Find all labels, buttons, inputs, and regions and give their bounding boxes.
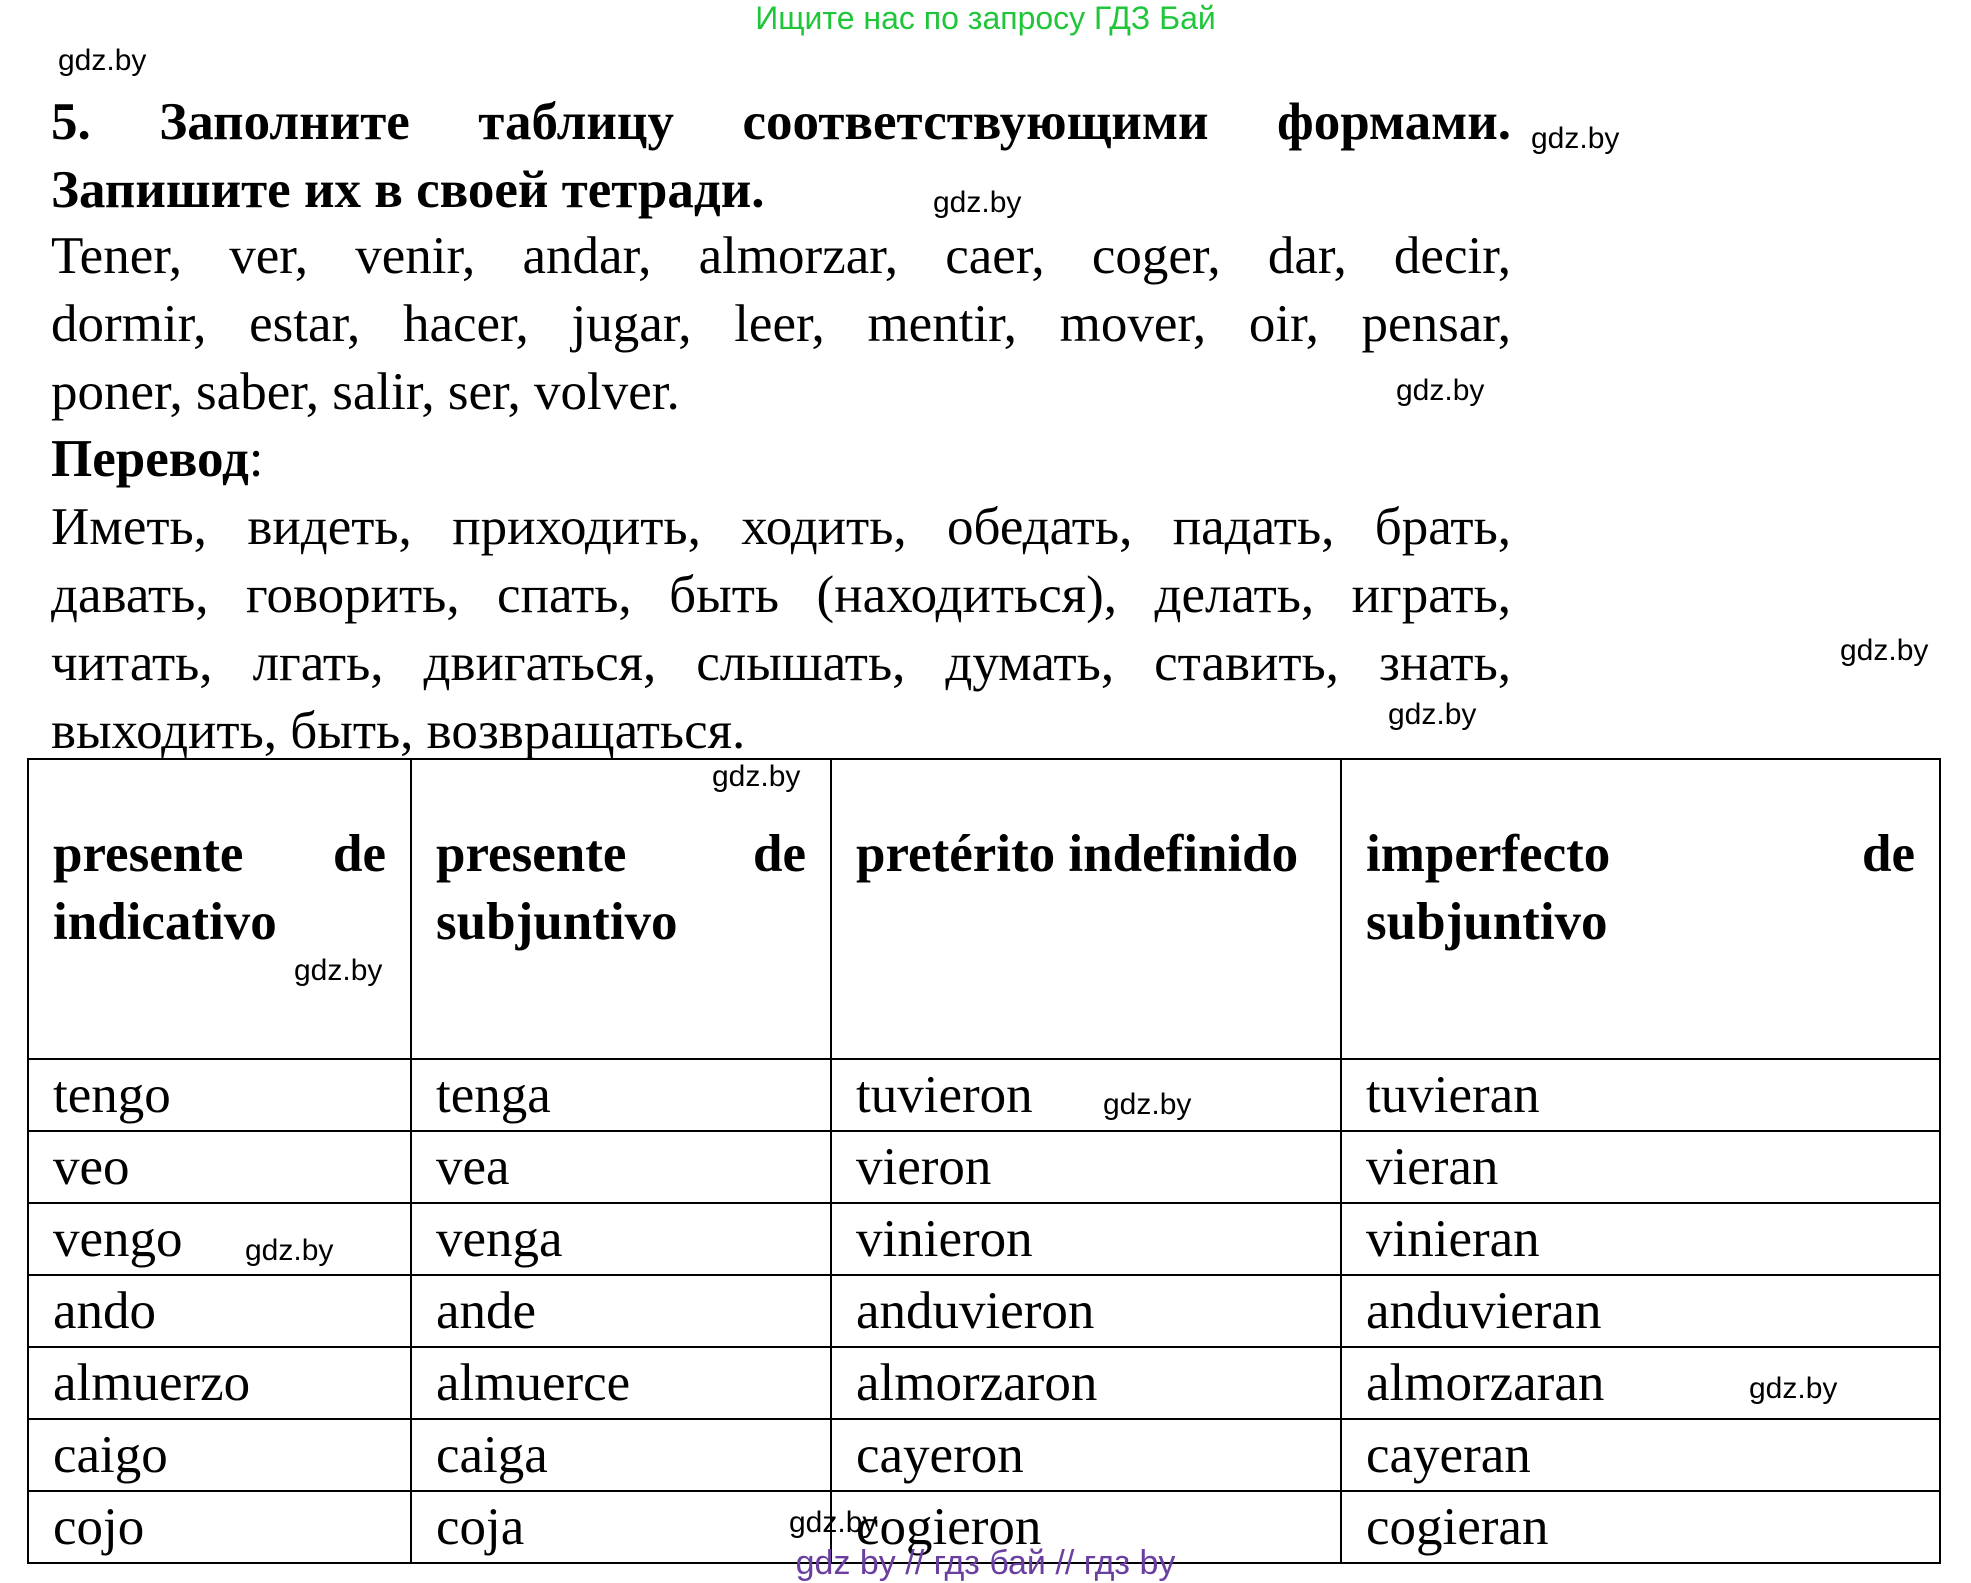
verbs-line-1: Tener, ver, venir, andar, almorzar, caer, coger, dar, decir, xyxy=(51,227,1511,285)
watermark: gdz.by xyxy=(1840,634,1929,667)
translation-line-4: выходить, быть, возвращаться. xyxy=(51,702,746,760)
watermark: gdz.by xyxy=(712,760,801,793)
table-cell: coja xyxy=(411,1491,831,1563)
watermark: gdz.by xyxy=(1749,1372,1838,1405)
top-banner: Ищите нас по запросу ГДЗ Бай xyxy=(755,0,1216,36)
watermark: gdz.by xyxy=(58,44,147,77)
watermark: gdz.by xyxy=(933,186,1022,219)
table-cell: cojo xyxy=(28,1491,411,1563)
table-cell: almorzaran xyxy=(1341,1347,1940,1419)
table-cell: vea xyxy=(411,1131,831,1203)
table-cell: tuvieran xyxy=(1341,1059,1940,1131)
watermark: gdz.by xyxy=(789,1506,878,1539)
table-cell: veo xyxy=(28,1131,411,1203)
translation-line-2: давать, говорить, спать, быть (находиться), делать, играть, xyxy=(51,566,1511,624)
watermark: gdz.by xyxy=(1103,1088,1192,1121)
table-cell: almuerzo xyxy=(28,1347,411,1419)
translation-heading-text: Перевод xyxy=(51,430,249,488)
verbs-line-2: dormir, estar, hacer, jugar, leer, mentir, mover, oir, pensar, xyxy=(51,295,1511,353)
header-imperfecto-subjuntivo: imperfecto de subjuntivo xyxy=(1341,759,1940,1059)
table-row xyxy=(28,1131,1940,1203)
table-cell: cayeron xyxy=(831,1419,1341,1491)
table-cell: cogieran xyxy=(1341,1491,1940,1563)
table-cell: cayeran xyxy=(1341,1419,1940,1491)
table-cell: tengo xyxy=(28,1059,411,1131)
table-cell: cogieron xyxy=(831,1491,1341,1563)
table-cell: vengo xyxy=(28,1203,411,1275)
table-cell: tuvieron xyxy=(831,1059,1341,1131)
table-cell: vinieron xyxy=(831,1203,1341,1275)
table-row xyxy=(28,1059,1940,1131)
task-title-line-2: Запишите их в своей тетради. xyxy=(51,161,765,219)
table-cell: venga xyxy=(411,1203,831,1275)
header-presente-indicativo: presente de indicativo xyxy=(28,759,411,1059)
footer-links[interactable]: gdz by // гдз бай // гдз by xyxy=(795,1544,1176,1582)
table-row xyxy=(28,1347,1940,1419)
task-title-line-1: 5. Заполните таблицу соответствующими формами. xyxy=(51,93,1511,151)
table-cell: almorzaron xyxy=(831,1347,1341,1419)
verbs-line-3: poner, saber, salir, ser, volver. xyxy=(51,363,680,421)
translation-heading-colon: : xyxy=(248,430,264,488)
table-cell: ando xyxy=(28,1275,411,1347)
table-cell: vinieran xyxy=(1341,1203,1940,1275)
translation-heading xyxy=(51,425,264,493)
table-cell: anduvieron xyxy=(831,1275,1341,1347)
table-cell: vieron xyxy=(831,1131,1341,1203)
table-header-row xyxy=(28,759,1940,1059)
table-row xyxy=(28,1419,1940,1491)
header-preterito-indefinido: pretérito indefinido xyxy=(831,759,1341,1059)
table-row xyxy=(28,1275,1940,1347)
watermark: gdz.by xyxy=(1388,698,1477,731)
table-cell: anduvieran xyxy=(1341,1275,1940,1347)
verb-forms-table xyxy=(27,758,1941,1564)
table-cell: caigo xyxy=(28,1419,411,1491)
table-cell: tenga xyxy=(411,1059,831,1131)
header-presente-subjuntivo: presente de subjuntivo xyxy=(411,759,831,1059)
watermark: gdz.by xyxy=(294,954,383,987)
watermark: gdz.by xyxy=(245,1234,334,1267)
translation-line-1: Иметь, видеть, приходить, ходить, обедать, падать, брать, xyxy=(51,498,1511,556)
table-cell: caiga xyxy=(411,1419,831,1491)
translation-line-3: читать, лгать, двигаться, слышать, думать, ставить, знать, xyxy=(51,634,1511,692)
watermark: gdz.by xyxy=(1396,374,1485,407)
watermark: gdz.by xyxy=(1531,122,1620,155)
table-cell: ande xyxy=(411,1275,831,1347)
table-cell: almuerce xyxy=(411,1347,831,1419)
table-cell: vieran xyxy=(1341,1131,1940,1203)
